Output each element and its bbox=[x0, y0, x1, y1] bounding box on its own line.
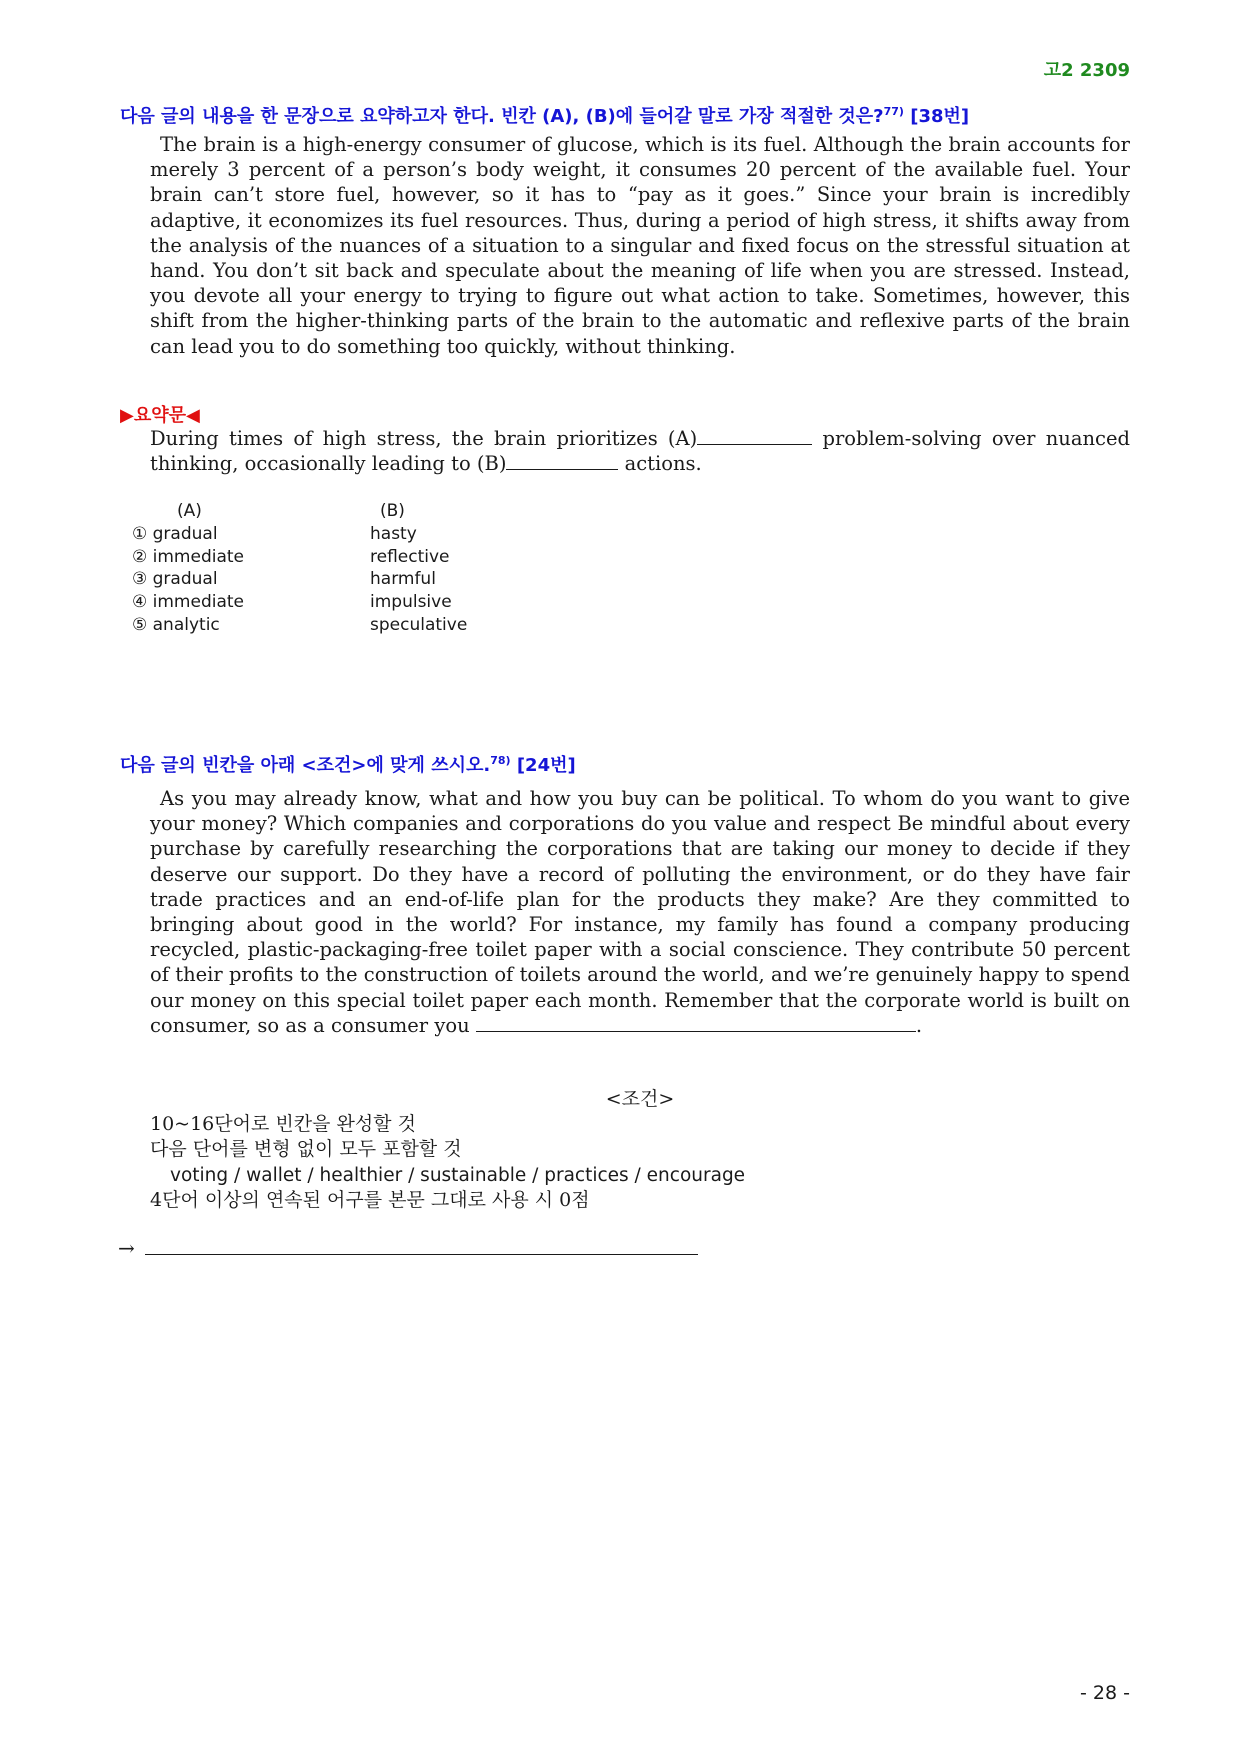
option-4-b: impulsive bbox=[370, 592, 452, 613]
option-header-b: (B) bbox=[380, 501, 405, 521]
answer-blank[interactable] bbox=[145, 1234, 698, 1255]
blank-b bbox=[506, 451, 618, 470]
question-38-number: [38번] bbox=[910, 106, 970, 127]
arrow-icon: → bbox=[118, 1236, 135, 1260]
summary-sentence bbox=[150, 426, 1130, 476]
passage-text: The brain is a high-energy consumer of glucose, which is its fuel. Although the brain accounts for merely 3 percent of a person’s body weight, it consumes 20 percent of the available fuel. Your brain can’t store fuel, however, so it has to “pay as it goes.” Since your brain is incredibly adaptive, it economizes its fuel resources. Thus, during a period of high stress, it shifts away from the analysis of the nuances of a situation to a singular and fixed focus on the stressful situation at hand. You don’t sit back and speculate about the meaning of life when you are stressed. Instead, you devote all your energy to trying to figure out what action to take. Sometimes, however, this shift from the higher-thinking parts of the brain to the automatic and reflexive parts of the brain can lead you to do something too quickly, without thinking. bbox=[150, 133, 1130, 358]
summary-part-2: problem-solving over nuanced thinking, occasionally leading to (B) bbox=[150, 427, 1130, 476]
option-5-a: ⑤ analytic bbox=[132, 614, 220, 635]
summary-part-3: actions. bbox=[618, 452, 702, 476]
answer-line[interactable] bbox=[118, 1234, 698, 1260]
exam-code: 고2 2309 bbox=[1043, 60, 1130, 81]
question-24-instruction: 다음 글의 빈칸을 아래 <조건>에 맞게 쓰시오. bbox=[120, 755, 491, 776]
option-2-a: ② immediate bbox=[132, 546, 245, 567]
passage-2-end: . bbox=[915, 1013, 923, 1037]
question-24-passage bbox=[150, 786, 1130, 1038]
option-header-a: (A) bbox=[177, 501, 202, 521]
summary-label: ▶요약문◀ bbox=[120, 405, 200, 426]
question-38-passage bbox=[150, 132, 1130, 359]
condition-2: 다음 단어를 변형 없이 모두 포함할 것 bbox=[150, 1138, 462, 1160]
blank-a bbox=[697, 426, 812, 445]
condition-1: 10~16단어로 빈칸을 완성할 것 bbox=[150, 1113, 416, 1135]
condition-words: voting / wallet / healthier / sustainable / practices / encourage bbox=[170, 1165, 746, 1186]
footnote-77: 77) bbox=[883, 105, 904, 118]
option-3-a: ③ gradual bbox=[132, 569, 218, 590]
question-38-title bbox=[120, 102, 1130, 128]
passage-2-body: As you may already know, what and how you buy can be political. To whom do you want to give your money? Which companies and corporations do you value and respect Be mindful about every purchase by carefully researching the corporations that are taking our money to decide if they deserve our support. Do they have a record of polluting the environment, or do they have fair trade practices and an end-of-life plan for the products they make? Are they committed to bringing about good in the world? For instance, my family has found a company producing recycled, plastic-packaging-free toilet paper with a social conscience. They contribute 50 percent of their profits to the construction of toilets around the world, and we’re genuinely happy to spend our money on this special toilet paper each month. Remember that the corporate world is built on consumer, so as a consumer you bbox=[150, 787, 1130, 1037]
option-1-a: ① gradual bbox=[132, 523, 218, 544]
option-3-b: harmful bbox=[370, 569, 436, 590]
passage-text-2 bbox=[150, 786, 1130, 1038]
page-number: - 28 - bbox=[1080, 1682, 1130, 1704]
conditions-title: <조건> bbox=[605, 1088, 675, 1110]
question-38-instruction: 다음 글의 내용을 한 문장으로 요약하고자 한다. 빈칸 (A), (B)에 들어갈 말로 가장 적절한 것은? bbox=[120, 106, 884, 127]
passage-blank[interactable] bbox=[476, 1013, 916, 1032]
footnote-78: 78) bbox=[490, 754, 511, 767]
option-5-b: speculative bbox=[370, 614, 468, 635]
option-2-b: reflective bbox=[370, 546, 450, 567]
option-1-b: hasty bbox=[370, 523, 417, 544]
option-4-a: ④ immediate bbox=[132, 592, 245, 613]
question-24-title bbox=[120, 751, 1130, 777]
condition-3: 4단어 이상의 연속된 어구를 본문 그대로 사용 시 0점 bbox=[150, 1189, 590, 1211]
question-24-number: [24번] bbox=[516, 755, 576, 776]
summary-part-1: During times of high stress, the brain prioritizes (A) bbox=[150, 427, 698, 450]
